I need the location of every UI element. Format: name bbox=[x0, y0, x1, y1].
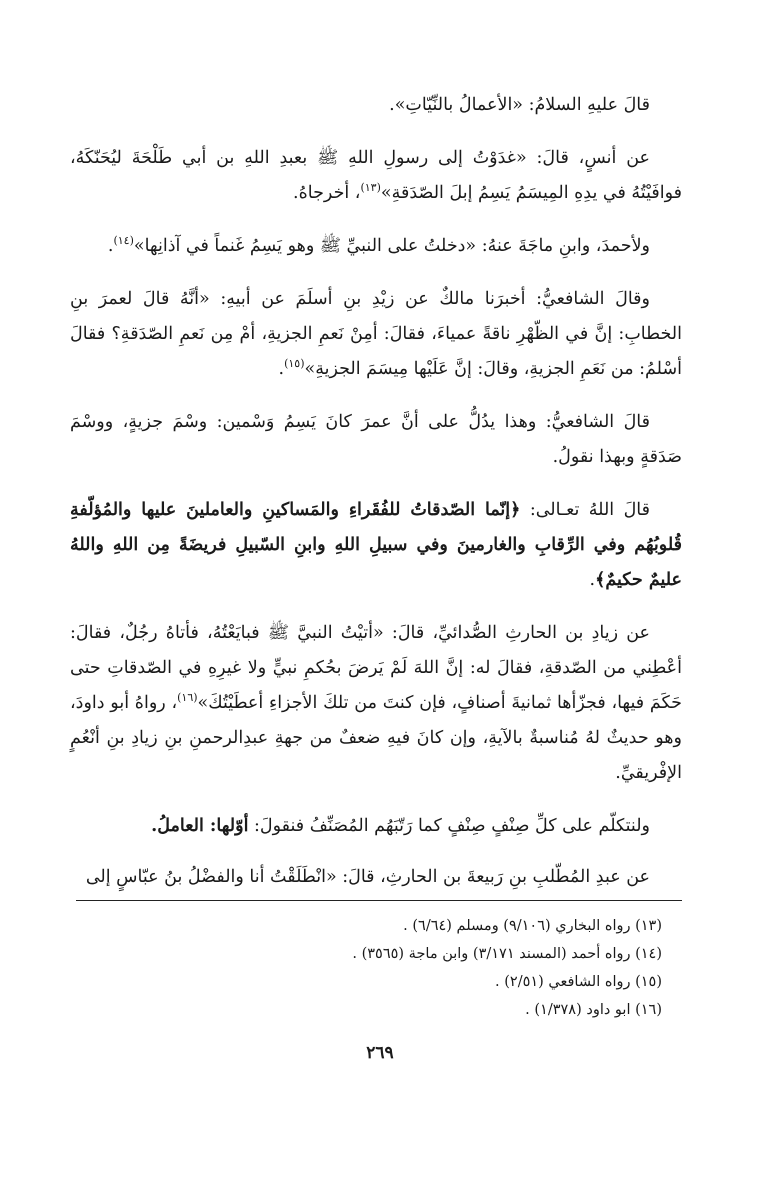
footnote-ref-16[interactable]: (١٦) bbox=[177, 691, 198, 705]
paragraph-text: عن أنسٍ، قالَ: «غدَوْتُ إلى رسولِ اللهِ ﷺ بعبدِ اللهِ بن أبي طَلْحَةَ ليُحَنّكَهُ، فوافَيْتُهُ في يدِهِ المِيسَمُ يَسِمُ إبلَ الصّدَقةِ» bbox=[70, 148, 682, 203]
paragraph-text: عن عبدِ المُطّلبِ بنِ رَبيعةَ بن الحارثِ، قالَ: «انْطَلَقْتُ أنا والفضْلُ بنُ عبّاسٍ إلى bbox=[85, 867, 650, 887]
paragraph-abdulmuttalib bbox=[70, 860, 682, 895]
paragraph-text: قالَ عليهِ السلامُ: «الأعمالُ بالنِّيّاتِ». bbox=[389, 95, 650, 115]
paragraph-anas-hadith bbox=[70, 141, 682, 211]
paragraph-ahmad-ibnmajah bbox=[70, 229, 682, 264]
verse-lead: قالَ اللهُ تعـالى: bbox=[520, 500, 650, 520]
paragraph-categories-intro bbox=[70, 809, 682, 844]
paragraph-tail: ، أخرجاهُ. bbox=[293, 183, 361, 203]
paragraph-text: ولنتكلّم على كلِّ صِنْفٍ صِنْفٍ كما رَتّبَهُم المُصَنِّفُ فنقولَ: bbox=[248, 816, 650, 836]
footnote-ref-15[interactable]: (١٥) bbox=[284, 357, 305, 371]
paragraph-tail: . bbox=[589, 570, 596, 590]
paragraph-ziyad-hadith bbox=[70, 616, 682, 791]
paragraph-tail: . bbox=[278, 359, 285, 379]
paragraph-tail: . bbox=[107, 236, 114, 256]
paragraph-shafii-comment bbox=[70, 405, 682, 475]
paragraph-hadith-intentions bbox=[70, 88, 682, 123]
section-heading-first-collector: أوّلها: العاملُ. bbox=[151, 816, 249, 836]
paragraph-text: وقالَ الشافعيُّ: أخبرَنا مالكٌ عن زيْدِ بنِ أسلَمَ عن أبيهِ: «أنَّهُ قالَ لعمرَ بنِ الخطابِ: إنَّ في الظّهْرِ ناقةً عمياءَ، فقالَ: أمِنْ نَعمِ الجزيةِ، أمْ مِن نَعمِ الصّدَقةِ؟ فقالَ أسْلمُ: من نَعَمِ الجزيةِ، وقالَ: إنَّ عَلَيْها مِيسَمَ الجزيةِ» bbox=[70, 289, 682, 379]
paragraph-text: عن زيادِ بن الحارثِ الصُّدائيِّ، قالَ: «أتيْتُ النبيَّ ﷺ فبايَعْتُهُ، فأتاهُ رجُلٌ، فقالَ: أعْطِني من الصّدقةِ، فقالَ له: إنَّ اللهَ لَمْ يَرضَ بحُكمِ نبيٍّ ولا غيرِهِ في الصّدقاتِ حتى حَكَمَ فيها، فجزّأها ثمانيةَ أصنافٍ، فإن كنتَ من تلكَ الأجزاءِ أعطَيْتُكَ» bbox=[70, 623, 683, 713]
paragraph-text: ولأحمدَ، وابنِ ماجَةَ عنهُ: «دخلتُ على النبيِّ ﷺ وهو يَسِمُ غَنماً في آذانِها» bbox=[133, 236, 650, 256]
footnotes-list bbox=[72, 912, 662, 1024]
quran-verse: ﴿إنّما الصّدقاتُ للفُقَراءِ والمَساكينِ والعاملينَ عليها والمُؤلّفةِ قُلوبُهُم وفي الرِّقابِ والغارمينَ وفي سبيلِ اللهِ وابنِ السّبيلِ فريضَةً مِن اللهِ واللهُ عليمٌ حكيمٌ﴾ bbox=[70, 500, 682, 590]
footnote-16: (١٦) ابو داود (١/٣٧٨) . bbox=[525, 1002, 662, 1018]
paragraph-quran-verse bbox=[70, 493, 682, 598]
footnote-14: (١٤) رواه أحمد (المسند ٣/١٧١) وابن ماجة (٣٥٦٥) . bbox=[352, 946, 662, 962]
paragraph-text: قالَ الشافعيُّ: وهذا يدُلُّ على أنَّ عمرَ كانَ يَسِمُ وَسْمين: وسْمَ جزيةٍ، ووسْمَ صَدَقةٍ وبهذا نقولُ. bbox=[70, 412, 682, 467]
footnote-13: (١٣) رواه البخاري (٩/١٠٦) ومسلم (٦/٦٤) . bbox=[403, 918, 662, 934]
paragraph-tail: ، رواهُ أبو داودَ، وهو حديثٌ لهُ مُناسبةٌ بالآيةِ، وإن كانَ فيهِ ضعفٌ من جهةِ عبدِالرحمنِ بنِ زيادِ بنِ أنْعُمٍ الإفْريقيِّ. bbox=[70, 693, 682, 783]
footnote-ref-13[interactable]: (١٣) bbox=[360, 181, 381, 195]
footnote-ref-14[interactable]: (١٤) bbox=[113, 234, 134, 248]
footnote-15: (١٥) رواه الشافعي (٢/٥١) . bbox=[495, 974, 662, 990]
main-text bbox=[70, 88, 682, 913]
paragraph-shafii-narration bbox=[70, 282, 682, 387]
footnote-divider bbox=[76, 900, 682, 901]
page-number: ٢٦٩ bbox=[366, 1043, 394, 1063]
